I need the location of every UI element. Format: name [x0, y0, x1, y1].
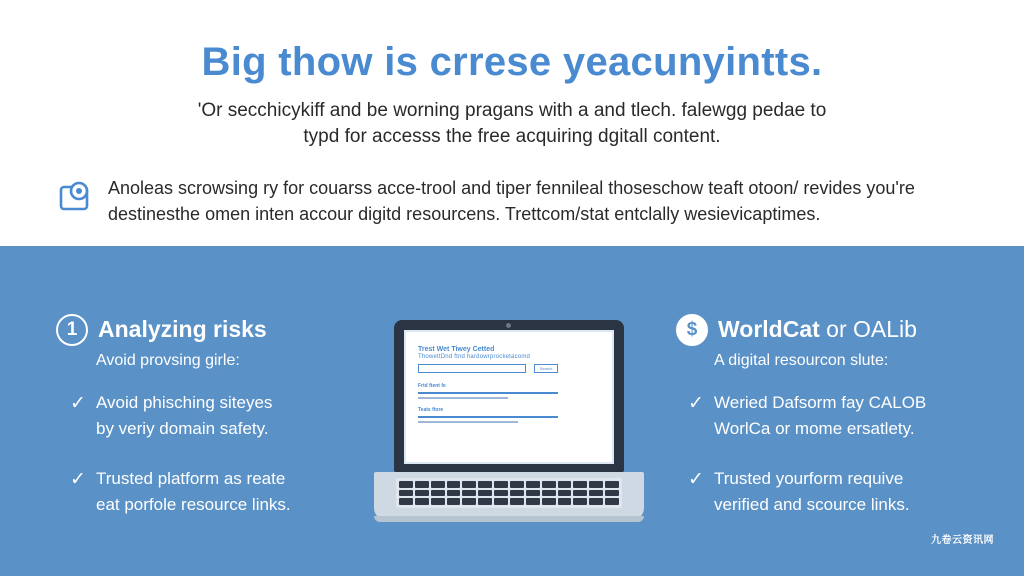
screen-search-row: [418, 364, 600, 373]
screen-search-input: [418, 364, 526, 373]
page-subtitle: [150, 98, 874, 150]
check-icon: ✓: [70, 393, 86, 414]
check-icon: ✓: [688, 469, 704, 490]
dollar-icon: $: [676, 314, 708, 346]
screen-url: ThowettDnd ftnd hardowrprocketacomd: [418, 354, 531, 360]
page-title: Big thow is crrese yeacunyintts.: [201, 40, 823, 84]
right-bullet-1-line-2: WorlCa or mome ersatlety.: [714, 419, 915, 438]
info-line-2: destinesthe omen inten accour digitd resourcens. Trettcom/stat entclally wesievicaptimes.: [108, 204, 821, 224]
globe-screen-icon: [58, 180, 92, 214]
subtitle-line-2: typd for accesss the free acquiring dgitall content.: [303, 126, 721, 147]
laptop-lid: [394, 320, 624, 472]
left-bullet-1-line-2: by veriy domain safety.: [96, 419, 269, 438]
left-bullet-2-line-2: eat porfole resource links.: [96, 495, 291, 514]
screen-text-line: [418, 416, 558, 418]
screen-text-line: [418, 397, 508, 399]
laptop-illustration: [374, 320, 644, 526]
left-bullet-2: [96, 466, 356, 518]
laptop-keyboard: [396, 478, 622, 508]
info-line-1: Anoleas scrowsing ry for couarss acce-trool and tiper fennileal thoseschow teaft otoon/ revides you're: [108, 178, 915, 198]
right-column-subtitle: A digital resourcon slute:: [714, 352, 889, 369]
screen-text-line: [418, 392, 558, 394]
subtitle-line-1: 'Or secchicykiff and be worning pragans with a and tlech. falewgg pedae to: [197, 100, 827, 121]
watermark: 九卷云资讯网: [931, 535, 994, 546]
right-bullet-1: [714, 390, 974, 442]
laptop-screen: [404, 330, 614, 464]
info-paragraph: [108, 175, 988, 227]
screen-search-button: Search: [534, 364, 558, 373]
screen-title: Trest Wet Tiwey Cetted: [418, 346, 495, 353]
laptop-base: [374, 472, 644, 520]
right-bullet-2-line-2: verified and scource links.: [714, 495, 910, 514]
check-icon: ✓: [688, 393, 704, 414]
screen-link-1: Frtd ftent fe: [418, 383, 446, 389]
screen-text-line: [418, 421, 518, 423]
right-column-title-rest: or OALib: [819, 316, 917, 342]
screen-link-2: Teats ftore: [418, 407, 444, 413]
laptop-base-edge: [374, 516, 644, 522]
left-column-title: Analyzing risks: [98, 316, 267, 342]
left-bullet-2-line-1: Trusted platform as reate: [96, 469, 286, 488]
right-bullet-2: [714, 466, 974, 518]
right-bullet-2-line-1: Trusted yourform requive: [714, 469, 904, 488]
right-bullet-1-line-1: Weried Dafsorm fay CALOB: [714, 393, 927, 412]
right-column-title: [718, 316, 917, 343]
camera-dot: [506, 323, 511, 328]
check-icon: ✓: [70, 469, 86, 490]
left-bullet-1-line-1: Avoid phisching siteyes: [96, 393, 273, 412]
step-number-badge: 1: [56, 314, 88, 346]
header-section: [0, 0, 1024, 246]
right-column-title-bold: WorldCat: [718, 316, 820, 342]
left-column-subtitle: Avoid provsing girle:: [96, 352, 240, 369]
left-bullet-1: [96, 390, 356, 442]
